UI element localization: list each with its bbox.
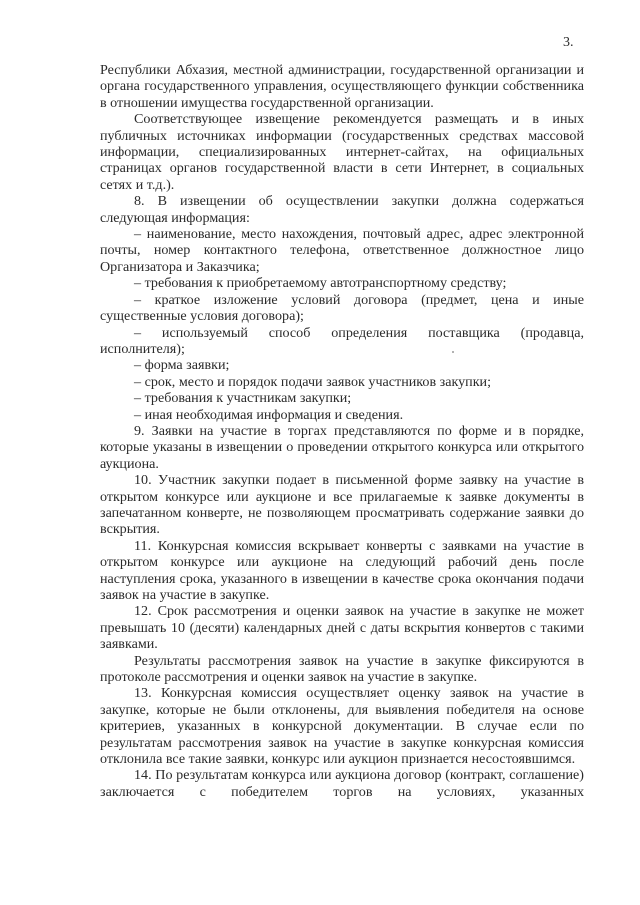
paragraph-item-10: 10. Участник закупки подает в письменной форме заявку на участие в открытом конкурсе или аукционе и все прилагаемые к заявке документы в запечатанном конверте, не позволяющем просматривать содержание заявки до вскрытия. — [100, 472, 584, 538]
paragraph: Результаты рассмотрения заявок на участие в закупке фиксируются в протоколе рассмотрения и оценки заявок на участие в закупке. — [100, 652, 584, 686]
paragraph-item-8: 8. В извещении об осуществлении закупки должна содержаться следующая информация: — [100, 193, 584, 226]
paragraph-continuation: Республики Абхазия, местной администрации, государственной организации и органа государственного управления, осуществляющего функции собственника в отношении имущества государственной организации. — [100, 62, 584, 111]
paragraph-item-12: 12. Срок рассмотрения и оценки заявок на участие в закупке не может превышать 10 (десяти) календарных дней с даты вскрытия конвертов с такими заявками. — [100, 603, 584, 653]
page-number: 3. — [563, 35, 574, 50]
list-item: – форма заявки; — [134, 357, 230, 374]
list-item: – наименование, место нахождения, почтовый адрес, адрес электронной почты, номер контактного телефона, ответственное должностное лицо Организатора и Заказчика; — [100, 226, 584, 275]
paragraph: Соответствующее извещение рекомендуется размещать и в иных публичных источниках информации (государственных средствах массовой информации, специализированных интернет-сайтах, на официальных страницах органов государственной власти в сети Интернет, в социальных сетях и т.д.). — [100, 111, 584, 193]
list-item: – срок, место и порядок подачи заявок участников закупки; — [134, 373, 492, 390]
paragraph-item-13: 13. Конкурсная комиссия осуществляет оценку заявок на участие в закупке, которые не были отклонены, для выявления победителя на основе критериев, указанных в конкурсной документации. В случае если по результатам рассмотрения заявок на участие в закупке конкурсная комиссия отклонила все такие заявки, конкурс или аукцион признается несостоявшимся. — [100, 685, 584, 768]
list-item: – требования к участникам закупки; — [134, 390, 352, 407]
list-item: – краткое изложение условий договора (предмет, цена и иные существенные условия договора); — [100, 291, 584, 325]
list-item: – требования к приобретаемому автотранспортному средству; — [134, 275, 507, 292]
document-body — [100, 62, 584, 800]
list-item: – используемый способ определения поставщика (продавца, исполнителя); — [100, 324, 584, 357]
paragraph-item-9: 9. Заявки на участие в торгах представляются по форме и в порядке, которые указаны в извещении о проведении открытого конкурса или открытого аукциона. — [100, 422, 584, 472]
scan-speck — [452, 351, 454, 353]
paragraph-item-14: 14. По результатам конкурса или аукциона договор (контракт, соглашение) заключается с победителем торгов на условиях, указанных — [100, 767, 584, 800]
list-item: – иная необходимая информация и сведения. — [134, 406, 404, 423]
paragraph-item-11: 11. Конкурсная комиссия вскрывает конверты с заявками на участие в открытом конкурсе или аукционе на следующий рабочий день после наступления срока, указанного в извещении в качестве срока окончания подачи заявок на участие в закупке. — [100, 537, 584, 603]
